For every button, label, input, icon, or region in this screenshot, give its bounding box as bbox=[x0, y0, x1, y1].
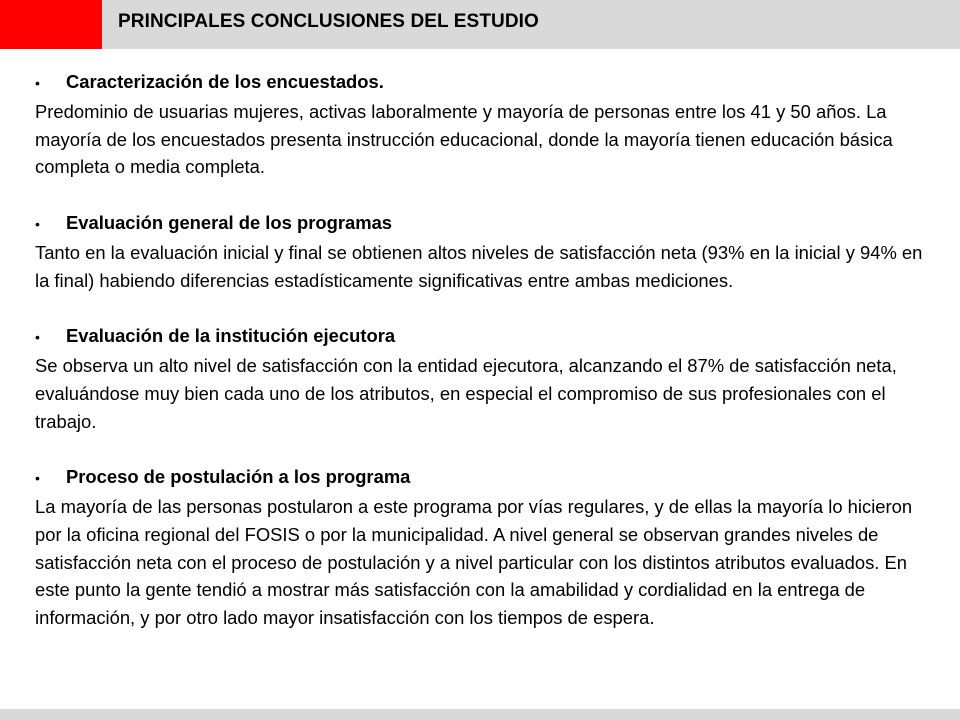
section-caracterizacion bbox=[35, 68, 940, 181]
section-proceso-postulacion bbox=[35, 463, 940, 632]
section-heading: Evaluación de la institución ejecutora bbox=[66, 325, 396, 347]
section-heading-row bbox=[35, 463, 940, 493]
bullet-icon: • bbox=[35, 470, 40, 487]
conclusions-content bbox=[35, 68, 940, 632]
section-body: Se observa un alto nivel de satisfacción con la entidad ejecutora, alcanzando el 87% de satisfacción neta, evaluándose muy bien cada uno de los atributos, en especial el compromiso de sus profesionales con el trabajo. bbox=[35, 354, 897, 432]
section-heading: Proceso de postulación a los programa bbox=[66, 466, 411, 488]
bullet-icon: • bbox=[35, 215, 40, 232]
section-body: Predominio de usuarias mujeres, activas laboralmente y mayoría de personas entre los 41 y 50 años. La mayoría de los encuestados presenta instrucción educacional, donde la mayoría tienen educación básica completa o media completa. bbox=[35, 100, 893, 178]
section-body: Tanto en la evaluación inicial y final se obtienen altos niveles de satisfacción neta (93% en la inicial y 94% en la final) habiendo diferencias estadísticamente significativas entre ambas mediciones. bbox=[35, 241, 923, 291]
page-title: PRINCIPALES CONCLUSIONES DEL ESTUDIO bbox=[118, 11, 539, 32]
header-accent-block bbox=[0, 0, 102, 49]
section-heading-row bbox=[35, 209, 940, 239]
section-evaluacion-programas bbox=[35, 209, 940, 294]
section-heading: Evaluación general de los programas bbox=[66, 211, 393, 233]
footer-bar bbox=[0, 709, 960, 720]
bullet-icon: • bbox=[35, 75, 40, 91]
section-body: La mayoría de las personas postularon a este programa por vías regulares, y de ellas la mayoría lo hicieron por la oficina regional del FOSIS o por la municipalidad. A nivel general se observan grandes niveles de satisfacción neta con el proceso de postulación y a nivel particular con los distintos atributos evaluados. En este punto la gente tendió a mostrar más satisfacción con la amabilidad y cordialidad en la entrega de información, y por otro lado mayor insatisfacción con los tiempos de espera. bbox=[35, 495, 913, 629]
section-heading-row bbox=[35, 68, 940, 98]
section-evaluacion-institucion bbox=[35, 322, 940, 435]
section-heading: Caracterización de los encuestados. bbox=[66, 71, 384, 92]
section-heading-row bbox=[35, 322, 940, 352]
bullet-icon: • bbox=[35, 329, 40, 346]
